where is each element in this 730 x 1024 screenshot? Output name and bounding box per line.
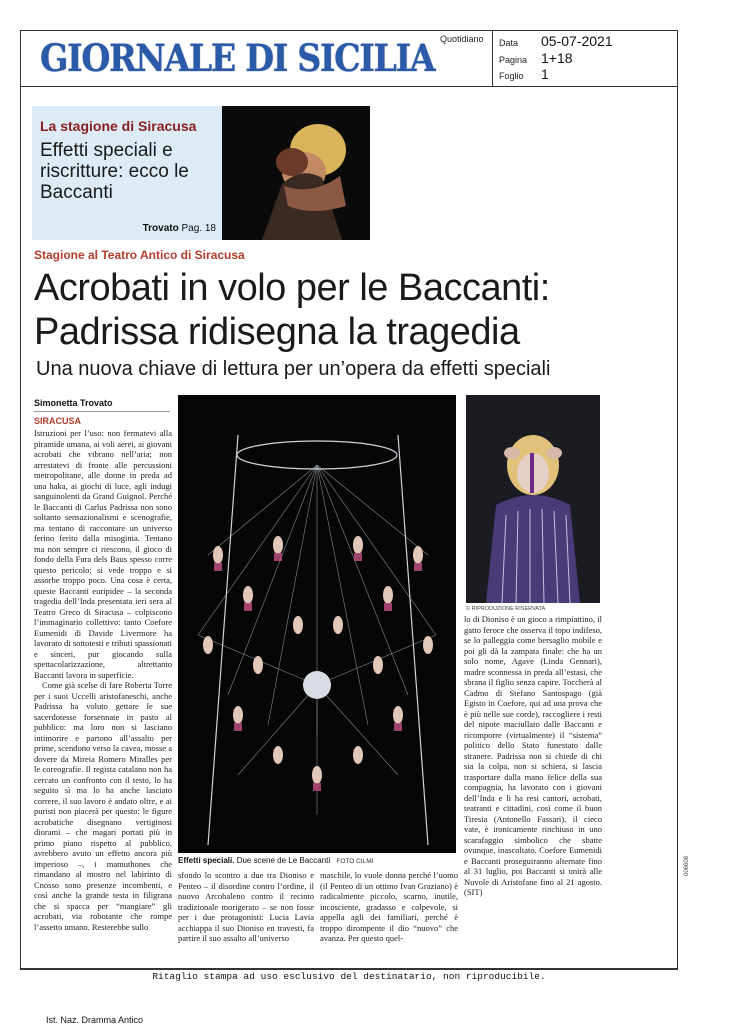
photo-credit: FOTO CILMI [336, 858, 374, 865]
dioniso-photo [466, 395, 600, 603]
byline-rule [34, 411, 170, 412]
sheet-label: Foglio [499, 71, 524, 81]
newspaper-masthead: GIORNALE DI SICILIA [40, 36, 435, 80]
article-headline: Acrobati in volo per le Baccanti: Padrissa ridisegna la tragedia [34, 267, 550, 353]
caption-bold: Effetti speciali. [178, 856, 235, 865]
copyright-small: © RIPRODUZIONE RISERVATA [466, 606, 546, 612]
article-kicker: Stagione al Teatro Antico di Siracusa [34, 248, 245, 262]
teaser-kicker: La stagione di Siracusa [40, 118, 197, 134]
column-3-text: maschile, lo vuole donna perché l’uomo (il Penteo di un ottimo Ivan Graziano) è radicalmente piccolo, scarno, inutile, incosciente, gradasso e colpevole, si appella agli dei familiari, perché è troppo dirompente il dio “nuovo” che avanza. Per questo quel- [320, 870, 458, 943]
sheet-value: 1 [541, 66, 549, 82]
header-divider [20, 86, 678, 87]
publication-type: Quotidiano [440, 34, 484, 44]
acrobats-photo [178, 395, 456, 853]
column-1-paragraph-1: Istruzioni per l’uso: non fermatevi alla piramide umana, ai voli aerei, ai giovani acrobati che vibrano nell’aria; non arrestatevi di fronte alle percussioni metropolitane, alle donne in preda ad una haka, ai giochi di luce, agli indugi sanguinolenti da Grand Guignol. Perché le Baccanti di Carlus Padrissa non sono soltanto sensazionalismi e scenografie, ma tentano di raccontare un universo ferino ferito dalla misoginia. Tentano ma non sempre ci riescono, il gioco di fondo della Fura dels Baus spesso corre questo pericolo: si vede troppo e si assorbe troppo poco. Una cosa è certa, queste Baccanti euripidee – la seconda tragedia dell’Inda presentata ieri sera al Teatro Greco di Siracusa – colpiscono l’immaginario collettivo: tanto Coefore Eumenidi di Davide Livermore ha lavorato di sottotesti e tributi spassionati e sinceri, pur giocando sulla spettacolarizzazione, altrettanto Baccanti lavora in superficie. [34, 428, 172, 680]
article-column-4 [464, 614, 602, 956]
front-page-teaser [32, 106, 222, 240]
teaser-page-ref [143, 223, 216, 234]
article-column-1 [34, 428, 172, 958]
side-code: 006608 [684, 855, 690, 876]
article-column-2 [178, 870, 314, 958]
teaser-title: Effetti speciali e riscritture: ecco le Baccanti [40, 140, 189, 203]
column-2-text: sfondo lo scontro a due tra Dioniso e Penteo – il disordine contro l’ordine, il nuovo Arcobaleno contro il recinto tradizionale morigerato – se non fosse per i due protagonisti: Lucia Lavia acchiappa il suo Dioniso en travesti, fa partire il suo assalto all’universo [178, 870, 314, 943]
article-byline: Simonetta Trovato [34, 398, 113, 408]
date-label: Data [499, 38, 519, 48]
page-value: 1+18 [541, 50, 573, 66]
metadata-box [492, 30, 678, 86]
article-subhead: Una nuova chiave di lettura per un’opera da effetti speciali [36, 358, 551, 380]
photo-caption [178, 856, 373, 865]
article-column-3 [320, 870, 458, 958]
date-value: 05-07-2021 [541, 33, 613, 49]
teaser-photo [222, 106, 370, 240]
reproduction-notice: Ritaglio stampa ad uso esclusivo del destinatario, non riproducibile. [152, 971, 546, 982]
column-4-text: lo di Dioniso è un gioco a rimpiattino, il gatto feroce che osserva il topo indifeso, se lo palleggia come bersaglio mobile e poi gli dà la zampata finale: che ha un solo nome, Agave (Linda Gennari), madre sconnessa in preda all’estasi, che sbrana il figlio senza capire. Toccherà al Cadmo di Stefano Santospago (già Egisto in Coefore, qui ad una prova che è più nelle sue corde), raccogliere i resti del nipote maciullato dalle Baccanti e ricomporre (virtualmente) il “sistema” politico dello Stato funestato dalle stranere. Padrissa non si chiede di chi sia la colpa, non si schiera, si lascia trasportare dalla mano felice della sua compagnia, ha lavorato con i giovani dell’Inda e li ha resi cantori, acrobati, teatranti e cittadini, così come il buon Tiresia (Antonello Fassari), il cieco vate, è ironicamente rinchiuso in uno scarafaggio simbolico che sbatte ovunque, inascoltato. Coefore Eumenidi e Baccanti proseguiranno alternate fino al 31 luglio, poi Baccanti si unirà alle Nuvole di Aristofane fino al 21 agosto. (SIT) [464, 614, 602, 897]
client-name: Ist. Naz. Dramma Antico [46, 1015, 144, 1024]
caption-text: Due scene de Le Baccanti [236, 856, 331, 865]
page-label: Pagina [499, 55, 528, 65]
bottom-divider [20, 968, 678, 969]
teaser-page: Pag. 18 [181, 223, 216, 234]
teaser-author: Trovato [142, 223, 179, 234]
article-dateline: SIRACUSA [34, 416, 82, 426]
column-1-paragraph-2: Come già scelse di fare Roberta Torre per i suoi Uccelli aristofaneschi, anche Padrissa ha voluto gettare le sue sacerdotesse forsennate in pasto al pubblico: ma loro non si lasciano intimorire e partono all’assalto per prime, scendono verso la cavea, mosse a dovere da Mireia Romero Miralles per le coreografie. Il regista catalano non ha cercato un confronto con il testo, lo ha seguito sì ma lo ha anche lasciato correre, il suo lavoro è andato oltre, e ai puristi non piacerà per questo: le figure acrobatiche disegnano vertiginosi diorami – che magari portati più in primo piano rispetto al pubblico, avrebbero avuto un effetto ancora più imperioso –, i mamuthones che rimandano al mostro nel labirinto di Cnosso sono presenze incombenti, e così anche la grande testa in filigrana che si spacca per “mangiare” gli acrobati, via robotante che rompe l’assetto umano. Resterebbe sullo [34, 680, 172, 932]
